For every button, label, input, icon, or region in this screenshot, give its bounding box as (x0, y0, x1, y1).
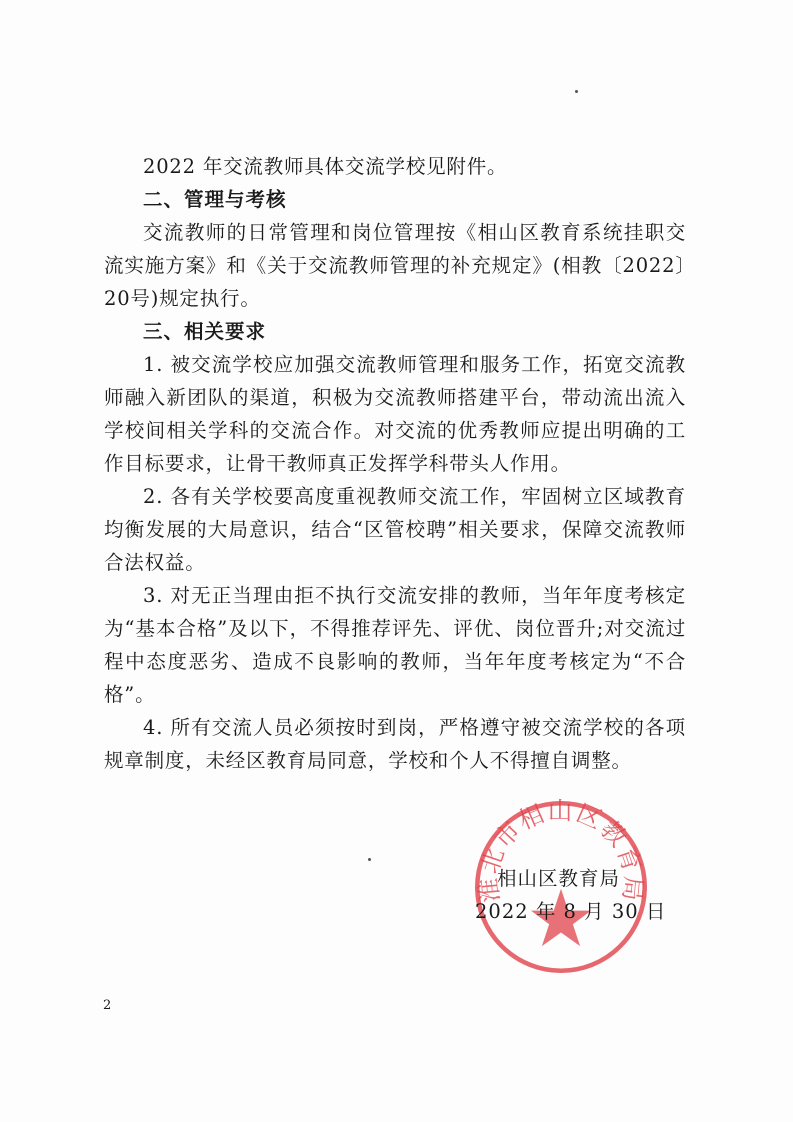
paragraph-management-rules: 交流教师的日常管理和岗位管理按《相山区教育系统挂职交流实施方案》和《关于交流教师管理的补充规定》(相教〔2022〕20号)规定执行。 (104, 221, 686, 310)
svg-text:淮北市相山区教育局: 淮北市相山区教育局 (473, 796, 649, 904)
paragraph-requirement-4: 4. 所有交流人员必须按时到岗，严格遵守被交流学校的各项规章制度，未经区教育局同意，学校和个人不得擅自调整。 (104, 716, 686, 772)
paragraph-attachment-note: 2022 年交流教师具体交流学校见附件。 (143, 155, 508, 178)
section-heading-requirements: 三、相关要求 (143, 320, 267, 343)
scan-speck (575, 90, 578, 93)
section-heading-management: 二、管理与考核 (143, 188, 287, 211)
paragraph-requirement-2: 2. 各有关学校要高度重视教师交流工作，牢固树立区域教育均衡发展的大局意识，结合“区管校聘”相关要求，保障交流教师合法权益。 (104, 485, 686, 574)
issue-date: 2022 年 8 月 30 日 (475, 900, 667, 923)
issuing-organization: 相山区教育局 (497, 867, 621, 890)
paragraph-requirement-3: 3. 对无正当理由拒不执行交流安排的教师，当年年度考核定为“基本合格”及以下，不得推荐评先、评优、岗位晋升;对交流过程中态度恶劣、造成不良影响的教师，当年年度考核定为“不合格”。 (104, 584, 686, 706)
page-number: 2 (103, 998, 112, 1013)
scan-speck (368, 858, 371, 861)
signature-block (475, 862, 675, 928)
paragraph-requirement-1: 1. 被交流学校应加强交流教师管理和服务工作，拓宽交流教师融入新团队的渠道，积极为交流教师搭建平台，带动流出流入学校间相关学科的交流合作。对交流的优秀教师应提出明确的工作目标要求，让骨干教师真正发挥学科带头人作用。 (104, 353, 686, 475)
document-body (104, 150, 686, 777)
